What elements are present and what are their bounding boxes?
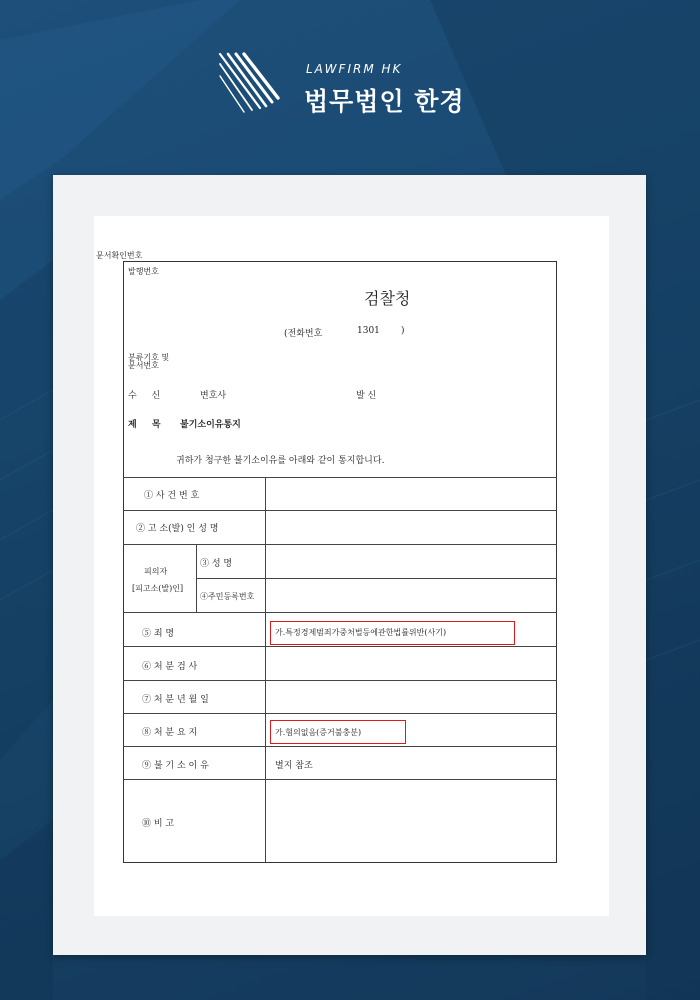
table-rule (123, 713, 557, 714)
brand-english-name: LAWFIRM HK (306, 62, 403, 76)
phone-value: 1301 (357, 326, 380, 336)
table-rule (123, 779, 557, 780)
brand-korean-name: 법무법인 한경 (304, 87, 465, 116)
table-rule (123, 510, 557, 511)
gist-highlight-box (270, 720, 406, 744)
subject-label: 제 목 (128, 420, 167, 430)
table-rule (123, 646, 557, 647)
disposition-gist-label: ⑧ 처 분 요 지 (142, 728, 198, 738)
crime-highlight-box (270, 621, 515, 645)
table-rule (196, 578, 557, 579)
agency-title: 검찰청 (364, 289, 411, 308)
recipient-value: 변호사 (200, 391, 227, 401)
recipient-label: 수 신 (128, 391, 167, 401)
class-label-line2: 문서번호 (128, 361, 159, 370)
suspect-group-label: 피의자 (144, 567, 168, 576)
resident-number-label: ④주민등록번호 (200, 592, 255, 601)
phone-label: (전화번호 (284, 329, 323, 339)
complainant-label: ② 고 소(발) 인 성 명 (136, 524, 219, 534)
case-number-label: ① 사 건 번 호 (144, 491, 200, 501)
table-rule (123, 612, 557, 613)
logo-stripes-icon (216, 50, 288, 120)
table-rule (123, 544, 557, 545)
subject-value: 불기소이유통지 (180, 420, 241, 430)
remarks-label: ⑩ 비 고 (142, 819, 175, 829)
table-rule (123, 746, 557, 747)
doc-confirm-number-label: 문서확인번호 (96, 251, 143, 260)
crime-label: ⑤ 죄 명 (142, 629, 175, 639)
brand-logo (216, 50, 476, 120)
non-indictment-reason-label: ⑨ 불 기 소 이 유 (142, 761, 209, 771)
intro-sentence: 귀하가 청구한 불기소이유를 아래와 같이 통지합니다. (176, 456, 385, 466)
phone-close: ) (401, 326, 405, 336)
crime-value: 가.특정경제범죄가중처벌등에관한법률위반(사기) (275, 628, 447, 637)
table-divider (265, 477, 266, 863)
disposition-date-label: ⑦ 처 분 년 월 일 (142, 695, 209, 705)
class-label-line1: 분류기호 및 (128, 353, 170, 362)
disposition-gist-value: 가.혐의없음(증거불충분) (275, 728, 362, 737)
sender-label: 발 신 (356, 391, 377, 401)
suspect-name-label: ③ 성 명 (200, 559, 233, 569)
prosecutor-label: ⑥ 처 분 검 사 (142, 662, 198, 672)
table-rule (123, 680, 557, 681)
issue-number-label: 발행번호 (128, 267, 159, 276)
table-divider (196, 544, 197, 612)
table-rule (123, 477, 557, 478)
suspect-group-sublabel: [피고소(발)인] (132, 584, 184, 593)
document-frame (123, 261, 557, 863)
non-indictment-reason-value: 별지 참조 (275, 761, 313, 771)
